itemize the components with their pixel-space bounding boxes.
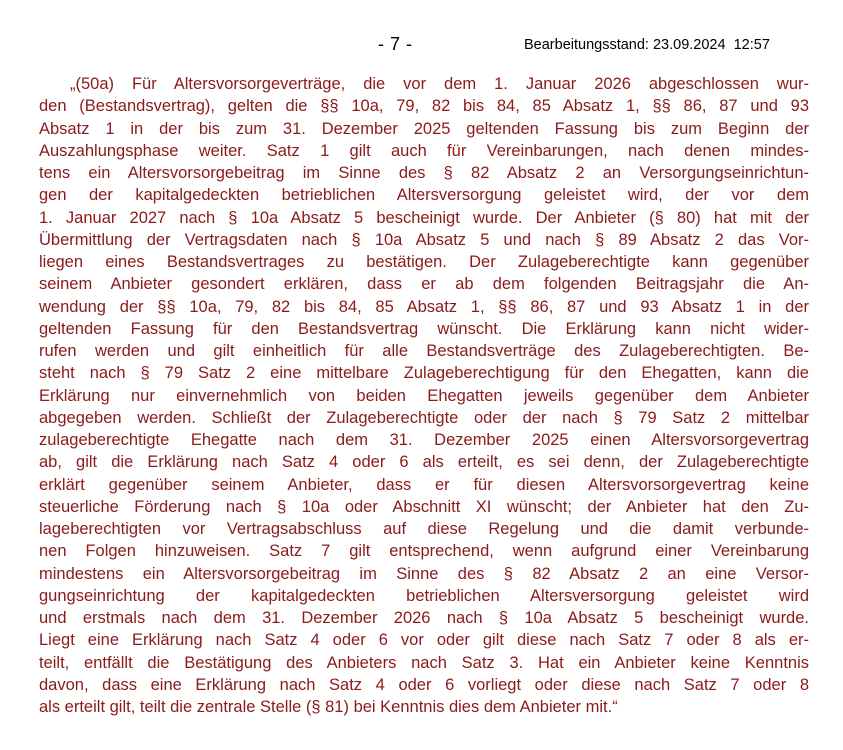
text-line: Übermittlung der Vertragsdaten nach § 10a Absatz 5 und nach § 89 Absatz 2 das Vor- (39, 230, 809, 249)
revision-status: Bearbeitungsstand: 23.09.2024 12:57 (524, 37, 770, 53)
text-line: lageberechtigten vor Vertragsabschluss auf diese Regelung und die damit verbunde- (39, 520, 809, 538)
text-line: gungseinrichtung der kapitalgedeckten betrieblichen Altersversorgung geleistet wird (39, 586, 809, 605)
text-line: Erklärung nur einvernehmlich von beiden Ehegatten jeweils gegenüber dem Anbieter (39, 386, 809, 405)
text-line: abgegeben werden. Schließt der Zulageberechtigte oder der nach § 79 Satz 2 mittelbar (39, 408, 809, 427)
text-line: steht nach § 79 Satz 2 eine mittelbare Zulageberechtigung für den Ehegatten, kann die (39, 364, 809, 383)
text-line: Auszahlungsphase weiter. Satz 1 gilt auch für Vereinbarungen, nach denen mindes- (39, 141, 809, 160)
text-line: steuerliche Förderung nach § 10a oder Abschnitt XI wünscht; der Anbieter hat den Zu- (39, 497, 809, 516)
text-line: liegen eines Bestandsvertrages zu bestätigen. Der Zulageberechtigte kann gegenüber (39, 253, 809, 271)
text-line: wendung der §§ 10a, 79, 82 bis 84, 85 Absatz 1, §§ 86, 87 und 93 Absatz 1 in der (39, 297, 809, 316)
text-line: seinem Anbieter gesondert erklären, dass er ab dem folgenden Beitragsjahr die An- (39, 275, 809, 294)
page-number: - 7 - (378, 34, 413, 54)
text-line: nen Folgen hinzuweisen. Satz 7 gilt entsprechend, wenn aufgrund einer Vereinbarung (39, 542, 809, 561)
text-line: zulageberechtigte Ehegatte nach dem 31. Dezember 2025 einen Altersvorsorgevertrag (39, 431, 809, 449)
text-line: rufen werden und gilt einheitlich für alle Bestandsverträge des Zulageberechtigten. Be- (39, 342, 809, 360)
text-line: „(50a) Für Altersvorsorgeverträge, die vor dem 1. Januar 2026 abgeschlossen wur- (70, 75, 809, 93)
text-line: davon, dass eine Erklärung nach Satz 4 oder 6 vorliegt oder diese nach Satz 7 oder 8 (39, 675, 809, 694)
text-line: mindestens ein Altersvorsorgebeitrag im Sinne des § 82 Absatz 2 an eine Versor- (39, 564, 809, 583)
text-line: erklärt gegenüber seinem Anbieter, dass er für diesen Altersvorsorgevertrag keine (39, 475, 809, 494)
text-line: tens ein Altersvorsorgebeitrag im Sinne des § 82 Absatz 2 an Versorgungseinrichtun- (39, 164, 809, 182)
text-line: gen der kapitalgedeckten betrieblichen Altersversorgung geleistet wird, der vor dem (39, 186, 809, 205)
text-line: teilt, entfällt die Bestätigung des Anbieters nach Satz 3. Hat ein Anbieter keine Kenntnis (39, 653, 809, 672)
text-line: und erstmals nach dem 31. Dezember 2026 nach § 10a Absatz 5 bescheinigt wurde. (39, 609, 809, 627)
text-line: den (Bestandsvertrag), gelten die §§ 10a, 79, 82 bis 84, 85 Absatz 1, §§ 86, 87 und 93 (39, 97, 809, 116)
text-line: ab, gilt die Erklärung nach Satz 4 oder 6 als erteilt, es sei denn, der Zulageberechtigte (39, 453, 809, 472)
text-line: Liegt eine Erklärung nach Satz 4 oder 6 vor oder gilt diese nach Satz 7 oder 8 als er- (39, 631, 809, 650)
page-header (0, 34, 843, 56)
text-line: 1. Januar 2027 nach § 10a Absatz 5 bescheinigt wurde. Der Anbieter (§ 80) hat mit der (39, 208, 809, 227)
text-line: als erteilt gilt, teilt die zentrale Stelle (§ 81) bei Kenntnis dies dem Anbieter mit.“ (39, 698, 618, 716)
text-line: geltenden Fassung für den Bestandsvertrag wünscht. Die Erklärung kann nicht wider- (39, 319, 809, 338)
text-line: Absatz 1 in der bis zum 31. Dezember 2025 geltenden Fassung bis zum Beginn der (39, 119, 809, 138)
legal-paragraph (39, 73, 809, 718)
